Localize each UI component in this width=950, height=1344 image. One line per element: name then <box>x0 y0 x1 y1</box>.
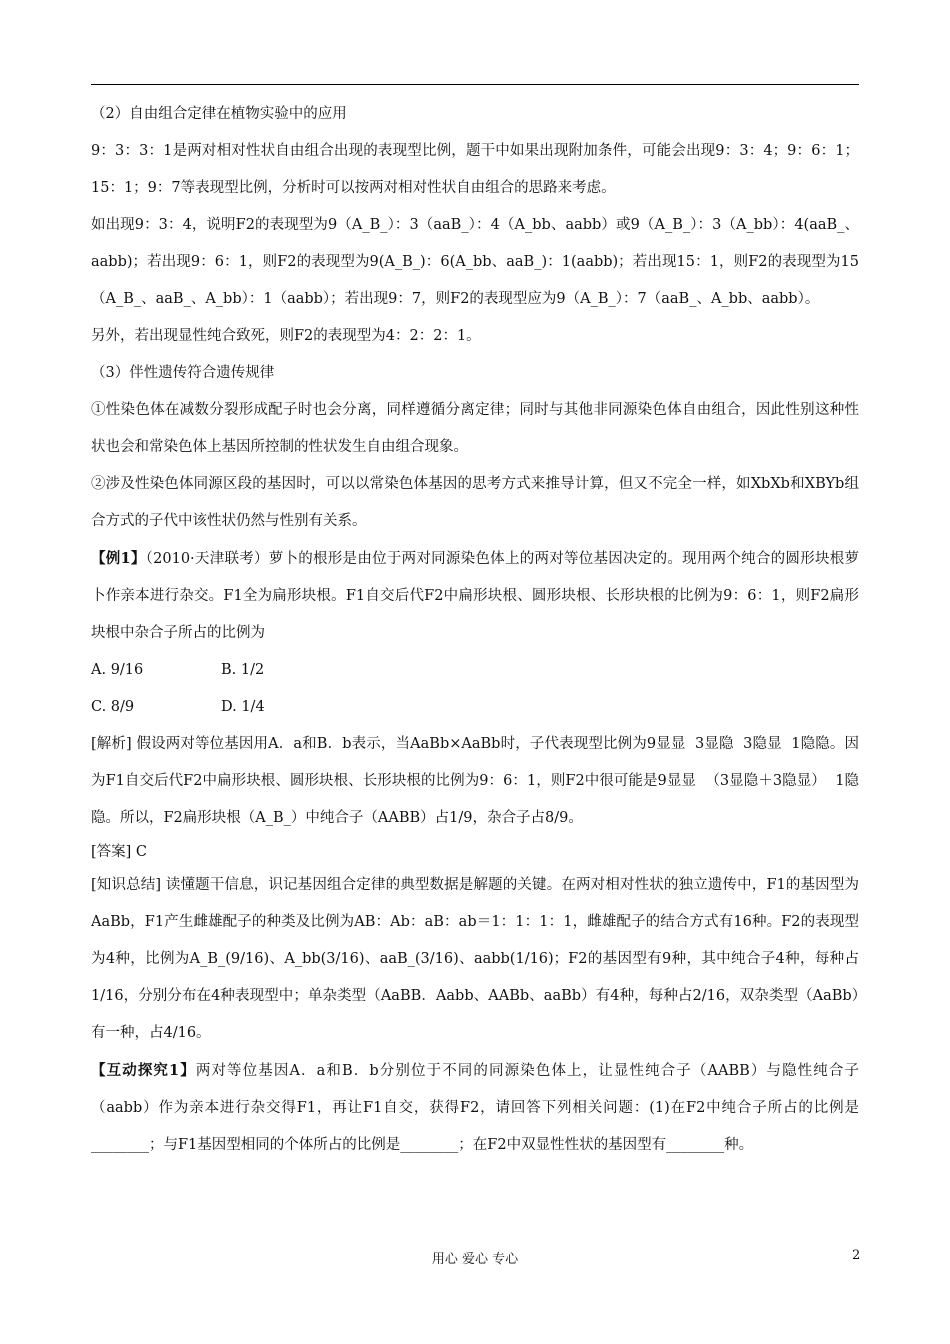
example-tag: 【例1】 <box>91 550 146 567</box>
header-rule <box>91 84 859 85</box>
option-a: A. 9/16 <box>91 662 144 678</box>
explore-question <box>91 1052 859 1164</box>
option-b: B. 1/2 <box>221 662 265 678</box>
analysis-paragraph: [解析] 假设两对等位基因用A．a和B．b表示，当AaBb×AaBb时，子代表现型比例为9显显 3显隐 3隐显 1隐隐。因为F1自交后代F2中扁形块根、圆形块根、长形块根的比例为9：6：1，则F2中很可能是9显显 （3显隐＋3隐显） 1隐隐。所以，F2扁形块根（A_B_）中纯合子（AABB）占1/9，杂合子占8/9。 <box>91 736 859 826</box>
option-c: C. 8/9 <box>91 699 135 715</box>
option-d: D. 1/4 <box>221 699 265 715</box>
point-two: ②涉及性染色体同源区段的基因时，可以以常染色体基因的思考方式来推导计算，但又不完全一样，如XbXb和XBYb组合方式的子代中该性状仍然与性别有关系。 <box>91 476 859 529</box>
answer-line: [答案] C <box>91 844 148 860</box>
options-row-1 <box>91 652 859 689</box>
example-question <box>91 540 859 652</box>
section-heading-3: （3）伴性遗传符合遗传规律 <box>91 365 275 381</box>
section-heading-2: （2）自由组合定律在植物实验中的应用 <box>91 106 347 122</box>
example-text: （2010·天津联考）萝卜的根形是由位于两对同源染色体上的两对等位基因决定的。现用两个纯合的圆形块根萝卜作亲本进行杂交。F1全为扁形块根。F1自交后代F2中扁形块根、圆形块根、长形块根的比例为9：6：1，则F2扁形块根中杂合子所占的比例为 <box>91 551 859 641</box>
paragraph-ratio-cases: 如出现9：3：4，说明F2的表现型为9（A_B_）：3（aaB_）：4（A_bb、aabb）或9（A_B_）：3（A_bb）：4(aaB_、aabb)；若出现9：6：1，则F2的表现型为9(A_B_)：6(A_bb、aaB_)：1(aabb)；若出现15：1，则F2的表现型为15（A_B_、aaB_、A_bb）：1（aabb）；若出现9：7，则F2的表现型应为9（A_B_）：7（aaB_、A_bb、aabb）。 <box>91 217 859 307</box>
explore-tag: 【互动探究1】 <box>91 1062 196 1079</box>
page-number: 2 <box>852 1248 861 1263</box>
paragraph-ratio-intro: 9：3：3：1是两对相对性状自由组合出现的表现型比例，题干中如果出现附加条件，可能会出现9：3：4；9：6：1；15：1；9：7等表现型比例，分析时可以按两对相对性状自由组合的思路来考虑。 <box>91 143 859 196</box>
options-row-2 <box>91 689 859 726</box>
point-one: ①性染色体在减数分裂形成配子时也会分离，同样遵循分离定律；同时与其他非同源染色体自由组合，因此性别这种性状也会和常染色体上基因所控制的性状发生自由组合现象。 <box>91 402 859 455</box>
footer-motto: 用心 爱心 专心 <box>431 1252 519 1267</box>
paragraph-lethal: 另外，若出现显性纯合致死，则F2的表现型为4：2：2：1。 <box>91 328 481 344</box>
page-body <box>91 96 859 1164</box>
explore-text: 两对等位基因A．a和B．b分别位于不同的同源染色体上，让显性纯合子（AABB）与隐性纯合子（aabb）作为亲本进行杂交得F1，再让F1自交，获得F2，请回答下列相关问题：(1)在F2中纯合子所占的比例是________；与F1基因型相同的个体所占的比例是________；在F2中双显性性状的基因型有________种。 <box>91 1063 859 1153</box>
summary-paragraph: [知识总结] 读懂题干信息，识记基因组合定律的典型数据是解题的关键。在两对相对性状的独立遗传中，F1的基因型为AaBb，F1产生雌雄配子的种类及比例为AB：Ab：aB：ab＝1：1：1：1，雌雄配子的结合方式有16种。F2的表现型为4种，比例为A_B_(9/16)、A_bb(3/16)、aaB_(3/16)、aabb(1/16)；F2的基因型有9种，其中纯合子4种，每种占1/16，分别分布在4种表现型中；单杂类型（AaBB．Aabb、AABb、aaBb）有4种，每种占2/16，双杂类型（AaBb）有一种，占4/16。 <box>91 877 859 1041</box>
